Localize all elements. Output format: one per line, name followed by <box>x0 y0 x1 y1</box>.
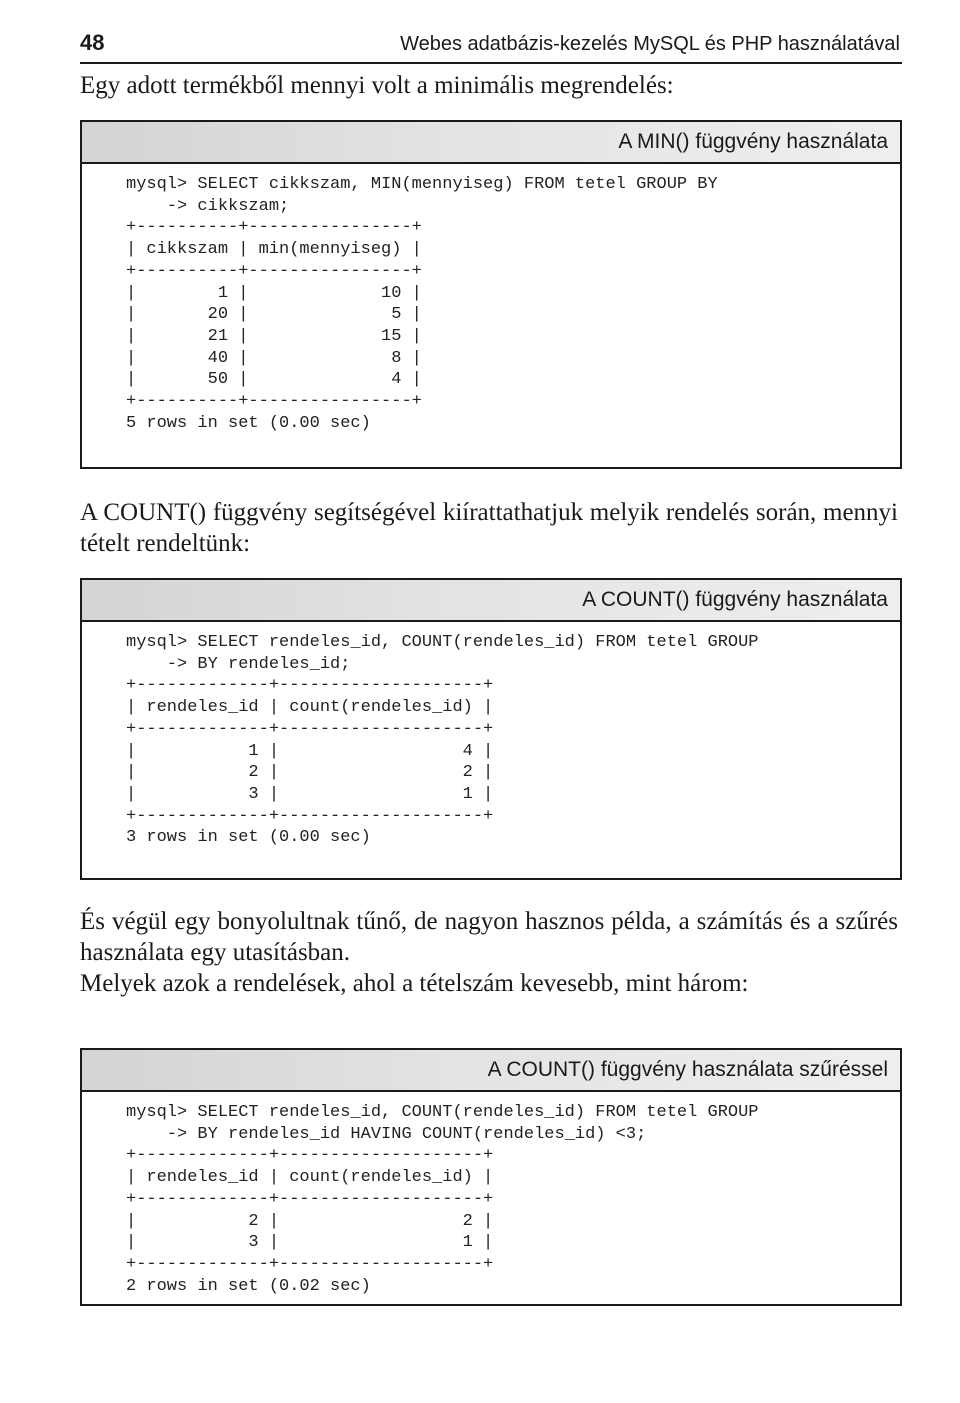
min-example-title: A MIN() függvény használata <box>82 122 900 164</box>
intro-count-paragraph: A COUNT() függvény segítségével kiírattathatjuk melyik rendelés során, mennyi tételt rendeltünk: <box>80 499 898 557</box>
filter-example-box <box>80 1048 902 1306</box>
filter-example-title: A COUNT() függvény használata szűréssel <box>82 1050 900 1092</box>
count-example-box <box>80 578 902 880</box>
header-rule <box>80 62 902 64</box>
count-example-code: mysql> SELECT rendeles_id, COUNT(rendeles_id) FROM tetel GROUP -> BY rendeles_id; +-------------+--------------------+ | rendeles_id | count(rendeles_id) | +-------------+--------------------+ | 1 | 4 | | 2 | 2 | | 3 | 1 | +-------------+--------------------+ 3 rows in set (0.00 sec) <box>126 633 759 848</box>
count-example-title: A COUNT() függvény használata <box>82 580 900 622</box>
intro-filter-paragraph-2: Melyek azok a rendelések, ahol a tételszám kevesebb, mint három: <box>80 970 749 997</box>
running-header: Webes adatbázis-kezelés MySQL és PHP használatával <box>400 33 900 55</box>
page-number: 48 <box>80 30 105 55</box>
intro-filter-paragraph-1: És végül egy bonyolultnak tűnő, de nagyon hasznos példa, a számítás és a szűrés használata egy utasításban. <box>80 908 898 966</box>
min-example-code: mysql> SELECT cikkszam, MIN(mennyiseg) FROM tetel GROUP BY -> cikkszam; +----------+----------------+ | cikkszam | min(mennyiseg) | +----------+----------------+ | 1 | 10 | | 20 | 5 | | 21 | 15 | | 40 | 8 | | 50 | 4 | +----------+----------------+ 5 rows in set (0.00 sec) <box>126 175 718 433</box>
intro-min-paragraph: Egy adott termékből mennyi volt a minimális megrendelés: <box>80 72 674 99</box>
filter-example-code: mysql> SELECT rendeles_id, COUNT(rendeles_id) FROM tetel GROUP -> BY rendeles_id HAVING COUNT(rendeles_id) <3; +-------------+--------------------+ | rendeles_id | count(rendeles_id) | +-------------+--------------------+ | 2 | 2 | | 3 | 1 | +-------------+--------------------+ 2 rows in set (0.02 sec) <box>126 1103 759 1296</box>
min-example-box <box>80 120 902 469</box>
